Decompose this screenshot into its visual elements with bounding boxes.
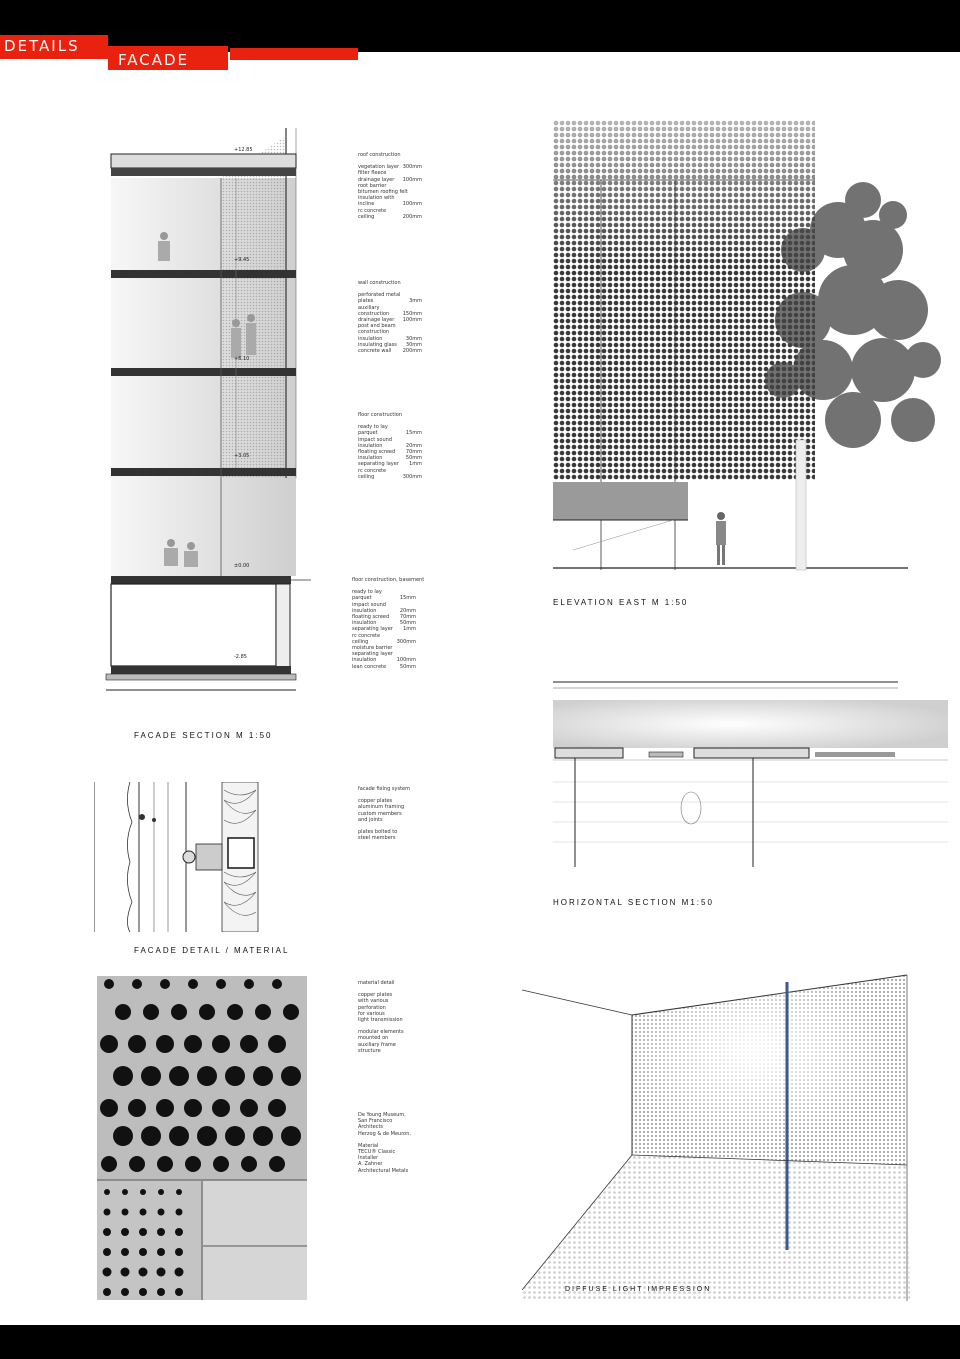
spec-value: 1mm: [409, 461, 422, 468]
top-black-bar: [0, 0, 960, 52]
spec-value: 15mm: [399, 595, 416, 602]
spec-line: plates bolted to: [358, 829, 398, 836]
spec-line: De Young Museum,: [358, 1112, 406, 1119]
spec-value: 100mm: [396, 657, 416, 664]
spec-value: 30mm: [405, 341, 422, 348]
spec-value: 20mm: [405, 442, 422, 449]
spec-value: 50mm: [405, 455, 422, 462]
spec-value: 30mm: [405, 335, 422, 342]
spec-item: concrete wall: [358, 348, 392, 355]
spec-item: separating layer: [352, 651, 393, 658]
spec-item: insulation: [358, 335, 383, 342]
spec-value: 150mm: [402, 310, 422, 317]
wall-construction-spec: [358, 280, 422, 354]
facade-section-caption: FACADE SECTION M 1:50: [134, 731, 273, 740]
spec-item: parquet: [358, 430, 378, 437]
spec-title: floor construction, basement: [352, 577, 425, 583]
roof-construction-spec: [358, 152, 422, 220]
spec-item: insulation: [352, 657, 377, 664]
level-marker: +3.05: [234, 453, 250, 459]
spec-line: aluminum framing: [358, 804, 405, 811]
details-title: DETAILS: [4, 37, 80, 55]
spec-line: custom members: [358, 810, 402, 817]
fixing-system-spec: [358, 786, 410, 841]
spec-line: Architects: [358, 1124, 384, 1131]
spec-item: filter fleece: [358, 170, 387, 177]
spec-item: ceiling: [358, 213, 375, 220]
spec-item: moisture barrier: [352, 645, 393, 652]
spec-line: with various: [358, 998, 389, 1005]
spec-line: Material: [358, 1142, 379, 1149]
spec-value: 300mm: [396, 638, 416, 645]
spec-value: 100mm: [402, 201, 422, 208]
spec-title: facade fixing system: [358, 786, 410, 792]
spec-line: Installer: [358, 1155, 379, 1162]
spec-item: separating layer: [358, 461, 399, 468]
spec-item: rc concrete: [358, 207, 387, 214]
spec-line: for various: [358, 1010, 385, 1017]
spec-value: 100mm: [402, 317, 422, 324]
spec-title: wall construction: [358, 280, 401, 286]
spec-title: material detail: [358, 980, 395, 986]
spec-item: impact sound: [352, 601, 386, 608]
spec-line: copper plates: [358, 798, 393, 805]
spec-value: 3mm: [409, 298, 422, 305]
facade-section-drawing: [96, 118, 316, 738]
spec-item: auxiliary: [358, 304, 380, 311]
spec-line: TECU® Classic: [358, 1149, 396, 1156]
horizontal-section-drawing: [553, 672, 948, 872]
spec-value: 15mm: [405, 430, 422, 437]
spec-item: ceiling: [358, 473, 375, 480]
red-stripe: [230, 48, 358, 60]
facade-detail-drawing: [94, 782, 310, 932]
spec-item: lean concrete: [352, 663, 387, 670]
spec-value: 50mm: [399, 620, 416, 627]
spec-item: insulating glass: [358, 341, 397, 348]
spec-item: rc concrete: [358, 467, 387, 474]
spec-value: 1mm: [403, 626, 416, 633]
spec-item: ceiling: [352, 638, 369, 645]
spec-line: modular elements: [358, 1029, 404, 1036]
spec-item: insulation: [352, 607, 377, 614]
floor-construction-spec: [358, 412, 422, 480]
diffuse-light-caption: DIFFUSE LIGHT IMPRESSION: [565, 1286, 712, 1293]
level-marker: +12.85: [234, 147, 253, 153]
spec-item: construction: [358, 329, 390, 336]
spec-line: copper plates: [358, 992, 393, 999]
level-marker: ±0.00: [234, 563, 250, 569]
spec-item: post and beam: [358, 323, 396, 330]
spec-line: A. Zahner: [358, 1161, 383, 1168]
material-detail-spec: [358, 980, 411, 1174]
level-marker: -2.85: [234, 654, 247, 660]
spec-value: 70mm: [399, 614, 416, 621]
spec-item: rc concrete: [352, 632, 381, 639]
spec-item: insulation: [358, 442, 383, 449]
material-photo: [97, 976, 307, 1300]
spec-line: light transmission: [358, 1017, 403, 1024]
spec-title: roof construction: [358, 152, 401, 158]
spec-value: 200mm: [402, 348, 422, 355]
facade-detail-caption: FACADE DETAIL / MATERIAL: [134, 946, 290, 955]
bottom-black-bar: [0, 1325, 960, 1359]
spec-value: 100mm: [402, 176, 422, 183]
spec-line: perforation: [358, 1004, 386, 1011]
spec-line: San Francisco: [358, 1118, 393, 1125]
spec-item: floating screed: [358, 449, 396, 456]
spec-line: mounted on: [358, 1035, 389, 1042]
spec-item: vegetation layer: [358, 164, 400, 171]
spec-value: 70mm: [405, 449, 422, 456]
spec-item: perforated metal: [358, 292, 401, 299]
spec-item: incline: [358, 201, 375, 208]
level-marker: +9.45: [234, 257, 250, 263]
spec-value: 20mm: [399, 607, 416, 614]
basement-floor-spec: [352, 577, 424, 670]
diffuse-light-render: [522, 950, 910, 1301]
spec-line: structure: [358, 1047, 381, 1054]
spec-item: parquet: [352, 595, 372, 602]
level-marker: +6.10: [234, 356, 250, 362]
spec-item: plates: [358, 298, 374, 305]
spec-item: bitumen roofing felt: [358, 189, 408, 196]
spec-value: 200mm: [402, 213, 422, 220]
spec-item: insulation with: [358, 195, 395, 202]
spec-item: root barrier: [358, 182, 387, 189]
spec-item: ready to lay: [358, 424, 388, 431]
elevation-east-caption: ELEVATION EAST M 1:50: [553, 598, 689, 607]
spec-item: floating screed: [352, 614, 390, 621]
spec-item: drainage layer: [358, 176, 395, 183]
spec-line: Architectural Metals: [358, 1167, 409, 1174]
facade-title: FACADE: [118, 51, 190, 69]
spec-value: 300mm: [402, 473, 422, 480]
spec-line: and joints: [358, 816, 383, 823]
spec-item: ready to lay: [352, 589, 382, 596]
spec-value: 300mm: [402, 164, 422, 171]
spec-item: construction: [358, 310, 390, 317]
spec-item: separating layer: [352, 626, 393, 633]
horizontal-section-caption: HORIZONTAL SECTION M1:50: [553, 898, 714, 907]
spec-line: Herzog & de Meuron.: [358, 1130, 411, 1137]
elevation-east-drawing: [553, 120, 948, 575]
spec-item: insulation: [352, 620, 377, 627]
spec-item: drainage layer: [358, 317, 395, 324]
spec-value: 50mm: [399, 663, 416, 670]
spec-item: impact sound: [358, 436, 392, 443]
spec-line: steel members: [358, 835, 396, 842]
spec-line: auxiliary frame: [358, 1041, 396, 1048]
spec-item: insulation: [358, 455, 383, 462]
spec-title: floor construction: [358, 412, 403, 418]
